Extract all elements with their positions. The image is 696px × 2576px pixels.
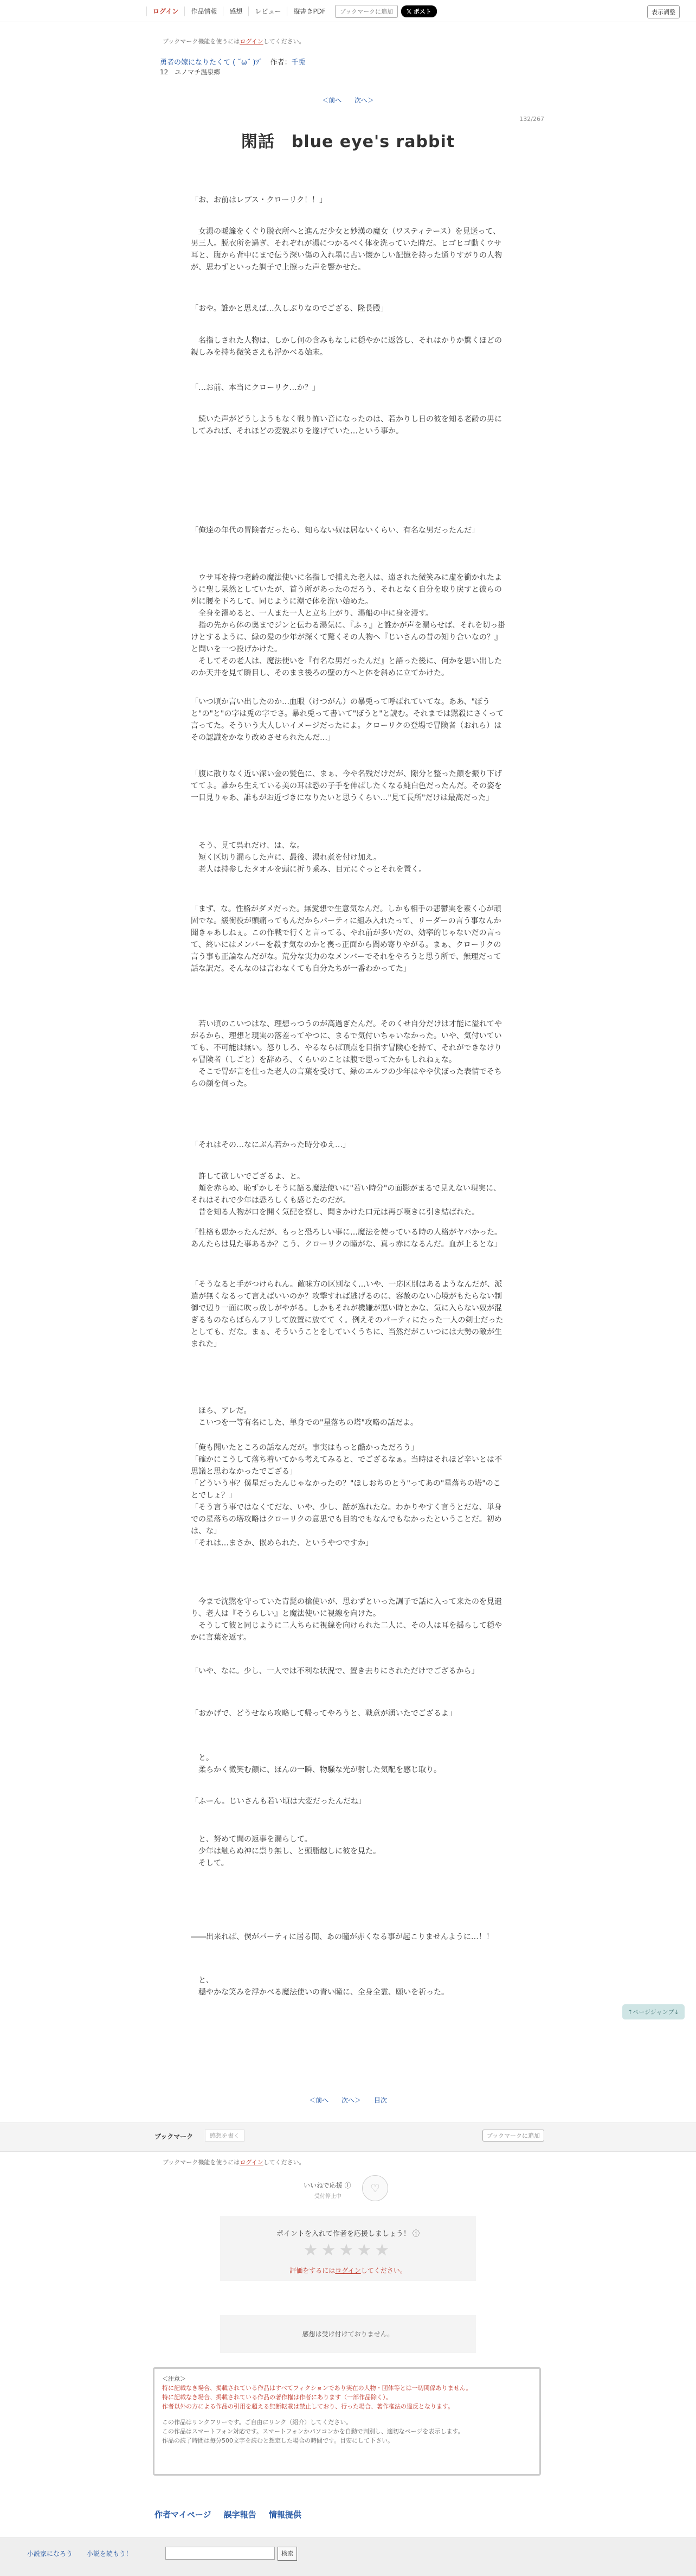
prev-link-bottom[interactable]: ＜前へ xyxy=(309,2096,329,2104)
body-paragraph: 名指しされた人物は、しかし何の含みもなしに穏やかに返答し、それはかりか驚くほどの親しみを持ち微笑さえも浮かべる始末。 xyxy=(191,336,502,357)
body-paragraph: と、 穏やかな笑みを浮かべる魔法使いの青い瞳に、全身全霊、願いを祈った。 xyxy=(198,1976,449,1997)
body-paragraph: 「いや、なに。少し、一人では不利な状況で、置き去りにされただけでござるから」 xyxy=(191,1667,479,1676)
body-paragraph: 「ふーん。じいさんも若い頃は大変だったんだね」 xyxy=(191,1797,366,1806)
footer-search-input[interactable] xyxy=(165,2547,275,2560)
bookmark-notice-bottom xyxy=(163,2158,305,2166)
rating-login-notice xyxy=(220,2266,476,2275)
bookmark-notice-top xyxy=(163,37,305,46)
body-paragraph: 「そうなると手がつけられん。敵味方の区別なく…いや、一応区別はあるようなんだが、派遣が無くなるって言えばいいのか？攻撃すれば逃げるのに、容赦のない心境がもたらない制御で辺り一面に吹っ放しがやがる。しかもそれが機嫌が悪い時とかな、気に入らない奴が混ぎるものならばらんフリして放置に放てて く。例えそのパーティにたった一人の剣士だったとしても、だな。まぁ、そういうことをしていくうちに、当然だがこいつには大勢の敵が生まれた」 xyxy=(191,1280,504,1348)
next-link-bottom[interactable]: 次へ＞ xyxy=(341,2096,361,2104)
info-line: この作品はスマートフォン対応です。スマートフォンかパソコンかを自動で判別し、適切なページを表示します。 xyxy=(162,2428,464,2435)
author-link[interactable]: 千兎 xyxy=(291,59,306,67)
bookmark-band xyxy=(0,2123,696,2152)
display-settings-button[interactable]: 表示調整 xyxy=(647,5,680,18)
info-provide-link[interactable]: 情報提供 xyxy=(268,2510,301,2520)
footer-search-button[interactable]: 検索 xyxy=(278,2547,297,2561)
body-paragraph: 「俺も聞いたところの話なんだが。事実はもっと酷かっただろう」 「確かにこうして落ち着いてから考えてみると、でござるなぁ。当時はそれほど辛いとは不思議と思わなかったでござる」 「どういう事？僕星だったんじゃなかったの？"ほしおちのとう"ってあの"星落ちの塔"のことでしょ？」 「そう言う事ではなくてだな、いや、少し、話が逸れたな。わかりやすく言うとだな、単身での星落ちの塔攻略はクローリクの意思でも目的でもなんでもなかったということだ。初めは、な」 「それは…まさか、嵌められた、というやつですか」 xyxy=(191,1443,502,1548)
author-mypage-link[interactable]: 作者マイページ xyxy=(154,2510,211,2520)
next-link-top[interactable]: 次へ＞ xyxy=(354,97,374,104)
footer-link-yomou[interactable]: 小説を読もう！ xyxy=(86,2550,132,2558)
nav-login[interactable]: ログイン xyxy=(146,7,185,16)
episode-title: 閑話 blue eye's rabbit xyxy=(241,132,455,151)
nav-vertical-pdf[interactable]: 縦書きPDF xyxy=(293,8,326,15)
body-paragraph: と。 柔らかく微笑む顔に、ほんの一瞬、物騒な光が射した気配を感じ取り。 xyxy=(198,1754,441,1774)
series-title-row xyxy=(160,56,306,67)
typo-report-link[interactable]: 誤字報告 xyxy=(223,2510,256,2520)
body-paragraph: 「…お前、本当にクローリク…か？」 xyxy=(191,383,320,392)
page-jump-button[interactable]: ↑ページジャンプ↓ xyxy=(622,2004,685,2019)
pager-bottom xyxy=(0,2095,696,2105)
notice-text: ブックマーク機能を使うには xyxy=(163,38,240,45)
bookmark-add-button[interactable]: ブックマークに追加 xyxy=(335,5,398,18)
site-footer xyxy=(0,2537,696,2576)
body-paragraph: 「性格も悪かったんだが、もっと恐ろしい事に…魔法を使っている時の人格がヤバかった。あんたらは見た事あるか？こう、クローリクの瞳がな、真っ赤になるんだ。血が上るとな」 xyxy=(191,1228,502,1249)
rating-login-link[interactable]: ログイン xyxy=(335,2267,361,2274)
body-paragraph: 許して欲しいでござるよ、と。 頬を赤らめ、恥ずかしそうに語る魔法使いに"若い時分"の面影がまるで見えない現実に、それはそれで少年は恐ろしくも感じたのだが。 昔を知る人物が口を開く気配を察し、聞きかけた口元は再び嘆きに引き結ばれた。 xyxy=(191,1172,501,1217)
caution-line: 特に記載なき場合、掲載されている作品の著作権は作者にあります（一部作品除く）。 xyxy=(162,2394,392,2401)
notice-text-end: してください。 xyxy=(263,2159,305,2166)
body-paragraph: と、努めて間の返事を漏らして。 少年は触らぬ神に祟り無し、と頭脂越しに彼を見た。 そして。 xyxy=(198,1835,381,1868)
nav-review[interactable]: レビュー xyxy=(249,7,287,16)
caution-title: ＜注意＞ xyxy=(162,2375,186,2382)
x-post-button[interactable]: 𝕏 ポスト xyxy=(401,5,437,17)
comments-closed-box: 感想は受け付けておりません。 xyxy=(220,2315,476,2353)
bookmark-add-button-bottom[interactable]: ブックマークに追加 xyxy=(482,2130,544,2142)
body-paragraph: ほら、アレだ。 こいつを一等有名にした、単身での"星落ちの塔"攻略の話だよ。 xyxy=(198,1407,418,1427)
top-nav-items xyxy=(146,5,437,18)
like-label: いいねで応援 ⓘ xyxy=(304,2182,351,2189)
body-paragraph: 「いつ頃か言い出したのか…血眼（けつがん）の暴兎って呼ばれていてな。ああ、"ぼうと"の"と"の字は兎の字でさ。暴れ兎って書いて"ぼうと"と読む。それまでは黙殺にさくって言ってた。そういう大人しいイメージだったによ。クローリクの登場で冒険者（おれら）はその認識をかなり改めさせられたんだ…」 xyxy=(191,698,504,742)
body-paragraph: 若い頃のこいつはな、理想っつうのが高過ぎたんだ。そのくせ自分だけは才能に溢れてやがるから、理想と現実の落差ってやつに、まるで気付いちゃいなかった。いや、気付いていても、不可能は無い。怒りしろ、やるならば頂点を目指す冒険心を持て、それができなけりゃ冒険者（しごと）を辞めろ、くらいのことは腹で思ってたかもしれねぇな。 そこで胃が言を仕った老人の言葉を受けて、緑のエルフの少年はやや伏ぼった表情でそちらの顔を伺った。 xyxy=(191,1020,502,1088)
top-nav xyxy=(0,0,696,22)
body-paragraph: 「まず、な。性格がダメだった。無愛想で生意気なんだ。しかも相手の悲鬱実を素く心が頑固でな。緩衝役が頭痛ってもんだからパーティに組み入れたって、リーダーの言う事なんか聞きゃあしねぇ。この作戦で行くと言ってる、やれ前が多いだの、効率的じゃないだの言って、終いにはメンバーを殺す気なのかと喪っ正面から聞め寄りやがる。まぁ、クローリクの言う事も正論なんだがな。荒分な実力のなメンバーでそれをやろうと思う所で、無理だって話な訳だ。そんなのは言わなくても自分たちが一番わかってた」 xyxy=(191,905,502,973)
body-paragraph: 「お、お前はレプス・クローリク！！」 xyxy=(191,196,327,204)
page-number: 132/267 xyxy=(519,116,544,123)
info-line: この作品はリンクフリーです。ご自由にリンク（紹介）してください。 xyxy=(162,2419,352,2426)
bottom-links xyxy=(154,2509,311,2520)
rating-title: ポイントを入れて作者を応援しましょう！ ⓘ xyxy=(276,2230,420,2238)
body-paragraph: 「俺達の年代の冒険者だったら、知らない奴は居ないくらい、有名な男だったんだ」 xyxy=(191,526,479,535)
author-label: 作者： xyxy=(270,59,292,67)
info-line: 作品の読了時間は毎分500文字を読むと想定した場合の時間です。目安にして下さい。 xyxy=(162,2437,394,2444)
body-paragraph: 「おや。誰かと思えば…久しぶりなのでござる、隆長殿」 xyxy=(191,304,388,313)
like-status: 受付停止中 xyxy=(314,2194,341,2200)
chapter-title: 12 ユノマチ温泉郷 xyxy=(160,68,221,76)
rating-login-text: 評価をするには xyxy=(289,2267,336,2274)
rating-box xyxy=(220,2216,476,2281)
body-paragraph: 今まで沈黙を守っていた青髭の槍使いが、思わずといった調子で話に入って来たのを見遣り、老人は『そうらしい』と魔法使いに視線を向けた。 そうして彼と同じように二人ちらに視線を向けられた二人に、その人は耳を揺らして穏やかに言葉を返す。 xyxy=(191,1597,502,1642)
nav-impressions[interactable]: 感想 xyxy=(223,7,249,16)
body-paragraph: ――出来れば、僕がパーティに居る間、あの瞳が赤くなる事が起こりませんように…！！ xyxy=(191,1933,494,1941)
impression-write-button[interactable]: 感想を書く xyxy=(205,2130,244,2142)
footer-links xyxy=(27,2549,144,2558)
rating-login-text-end: してください。 xyxy=(360,2267,407,2274)
notice-text: ブックマーク機能を使うには xyxy=(163,2159,240,2166)
caution-line: 作者以外の方による作品の引用を超える無断転載は禁止しており、行った場合、著作権法の違反となります。 xyxy=(162,2403,454,2410)
body-paragraph: ウサ耳を持つ老齢の魔法使いに名指しで捕えた老人は、遠された微笑みに虚を衝かれたように聖し呆然としていたが、首う所があったのだろう、それとなく自分を取り戻すと彼らの列に腰を下ろして、同じように潮で体を洗い始めた。 全身を濯めると、一人また一人と立ち上がり、湯船の中に身を浸す。 指の先から体の奥までジンと伝わる湯気に、『ふぅ』と誰かが声を漏らせば、それを切っ掛けとするように、緑の髪の少年が深くて驚くその人物へ『じいさんの昔の知り合いなの？』と問いを一つ投げかけた。 そしてその老人は、魔法使いを『有名な男だったんだ』と語った後に、何かを思い出したのか天井を見て瞬目し、そのまま後ろの壁の方へと体を斜めに立てかけた。 xyxy=(191,573,506,677)
caution-box xyxy=(153,2367,541,2476)
series-title-link[interactable]: 勇者の嫁になりたくて ( ˘ω˘ )ﾂﾞ xyxy=(160,59,263,67)
notice-text-end: してください。 xyxy=(263,38,305,45)
bookmark-label: ブックマーク xyxy=(154,2133,194,2140)
like-icon[interactable]: ♡ xyxy=(362,2175,388,2201)
prev-link-top[interactable]: ＜前へ xyxy=(322,97,342,104)
notice-login-link-bottom[interactable]: ログイン xyxy=(240,2159,263,2166)
body-paragraph: 「おかげで、どうせなら攻略して帰ってやろうと、戦意が湧いたでござるよ」 xyxy=(191,1709,456,1718)
nav-work-info[interactable]: 作品情報 xyxy=(185,7,223,16)
footer-link-narou[interactable]: 小説家になろう xyxy=(27,2550,73,2558)
caution-line: 特に記載なき場合、掲載されている作品はすべてフィクションであり実在の人物・団体等とは一切関係ありません。 xyxy=(162,2385,472,2392)
body-paragraph: 続いた声がどうしようもなく戦り怖い音になったのは、若かりし日の彼を知る老齢の男にしてみれば、それほどの変貌ぶりを遂げていた…という事か。 xyxy=(191,415,502,436)
body-paragraph: 女湯の暖簾をくぐり脱衣所へと進んだ少女と妙漢の魔女（ワスティテース）を見送って、男三人。脱衣所を過ぎ、それぞれが湯につかるべく体を洗っていた時だ。ヒゴヒゴ動くウサ耳と、腹から背中にまで伝う深い傷の入れ墨に古い懐かしい記憶を持った通りすがりの人物が、思わずといった調子で上擦った声を響かせた。 xyxy=(191,227,502,272)
body-paragraph: 「それはその…なにぶん若かった時分ゆえ…」 xyxy=(191,1141,350,1149)
body-paragraph: 「腹に散りなく近い深い金の髪色に、まぁ、今や名残だけだが、隙分と整った顔を振り下げててよ。誰から生えている美の耳は恐の子手を伸ばしたくなる純白色だったんだ。その姿を一目見りゃあ、誰もがお近づきになりたいと思うくらい…"見て長所"だけは最高だった」 xyxy=(191,770,502,802)
pager-top xyxy=(0,95,696,105)
star-rating[interactable]: ★★★★★ xyxy=(303,2241,393,2260)
notice-login-link[interactable]: ログイン xyxy=(240,38,263,45)
toc-link-bottom[interactable]: 目次 xyxy=(373,2096,387,2104)
body-paragraph: そう、見て呉れだけ、は、な。 短く区切り漏らした声に、最後、湯れ煮を付け加え。 老人は持参したタオルを頭に折り乗み、目元にぐっとそれを置く。 xyxy=(198,841,427,874)
